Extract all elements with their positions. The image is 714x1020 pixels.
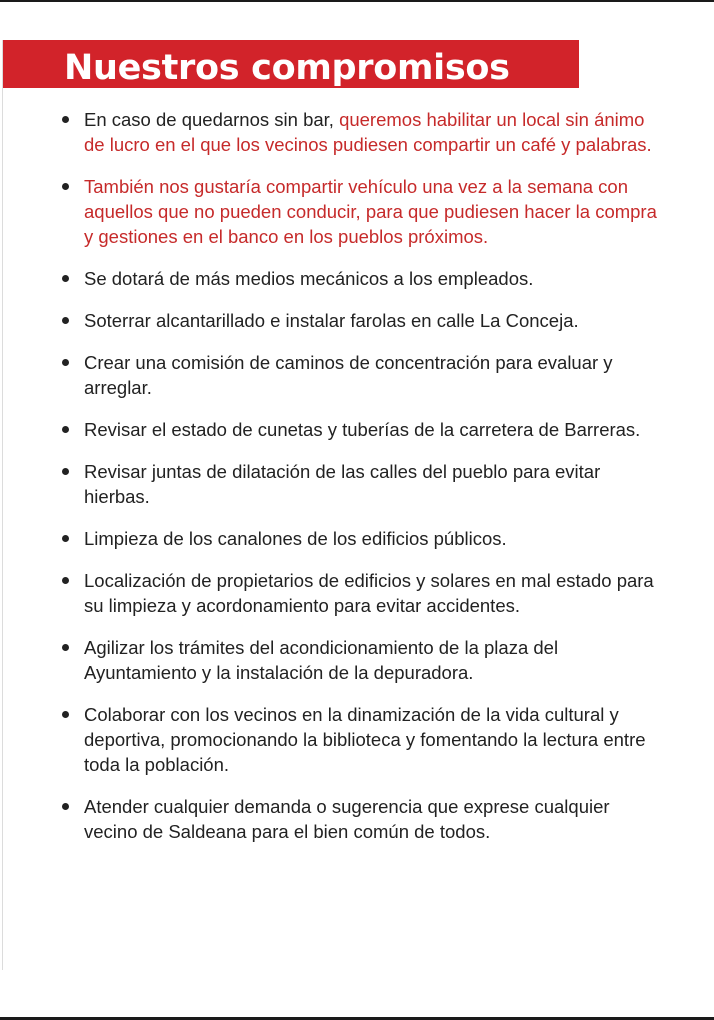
- item-text: Limpieza de los canalones de los edificios públicos.: [84, 528, 507, 549]
- bullet-icon: [62, 116, 69, 123]
- item-text: Crear una comisión de caminos de concentración para evaluar y arreglar.: [84, 352, 613, 398]
- list-item-4: [58, 308, 658, 333]
- item-text: Revisar juntas de dilatación de las calles del pueblo para evitar hierbas.: [84, 461, 601, 507]
- item-text: Agilizar los trámites del acondicionamiento de la plaza del Ayuntamiento y la instalación de la depuradora.: [84, 637, 559, 683]
- page-edge-line: [2, 40, 3, 970]
- item-text: También nos gustaría compartir vehículo una vez a la semana con aquellos que no pueden conducir, para que pudiesen hacer la compra y gestiones en el banco en los pueblos próximos.: [84, 176, 657, 247]
- item-text: Se dotará de más medios mecánicos a los empleados.: [84, 268, 534, 289]
- bullet-icon: [62, 275, 69, 282]
- item-lead-text: En caso de quedarnos sin bar,: [84, 109, 340, 130]
- item-text: Atender cualquier demanda o sugerencia que exprese cualquier vecino de Saldeana para el bien común de todos.: [84, 796, 610, 842]
- list-item-6: [58, 417, 658, 442]
- item-text: Colaborar con los vecinos en la dinamización de la vida cultural y deportiva, promocionando la biblioteca y fomentando la lectura entre toda la población.: [84, 704, 646, 775]
- list-item-7: [58, 459, 658, 509]
- list-item-11: [58, 702, 658, 777]
- bullet-icon: [62, 535, 69, 542]
- list-item-5: [58, 350, 658, 400]
- bullet-icon: [62, 317, 69, 324]
- list-item-12: [58, 794, 658, 844]
- list-item-3: [58, 266, 658, 291]
- page-title: Nuestros compromisos: [64, 48, 510, 88]
- list-item-1: [58, 107, 658, 157]
- list-item-8: [58, 526, 658, 551]
- bullet-icon: [62, 468, 69, 475]
- item-text: Revisar el estado de cunetas y tuberías de la carretera de Barreras.: [84, 419, 641, 440]
- item-text: Localización de propietarios de edificios y solares en mal estado para su limpieza y acordonamiento para evitar accidentes.: [84, 570, 654, 616]
- list-item-9: [58, 568, 658, 618]
- bullet-icon: [62, 426, 69, 433]
- bullet-icon: [62, 711, 69, 718]
- commitments-list: [58, 107, 658, 861]
- bullet-icon: [62, 803, 69, 810]
- item-text: Soterrar alcantarillado e instalar farolas en calle La Conceja.: [84, 310, 579, 331]
- bullet-icon: [62, 183, 69, 190]
- item-highlight-text: queremos habilitar un local sin ánimo de lucro en el que los vecinos pudiesen compartir un café y palabras.: [84, 109, 652, 155]
- bullet-icon: [62, 577, 69, 584]
- list-item-10: [58, 635, 658, 685]
- bullet-icon: [62, 359, 69, 366]
- bullet-icon: [62, 644, 69, 651]
- list-item-2: [58, 174, 658, 249]
